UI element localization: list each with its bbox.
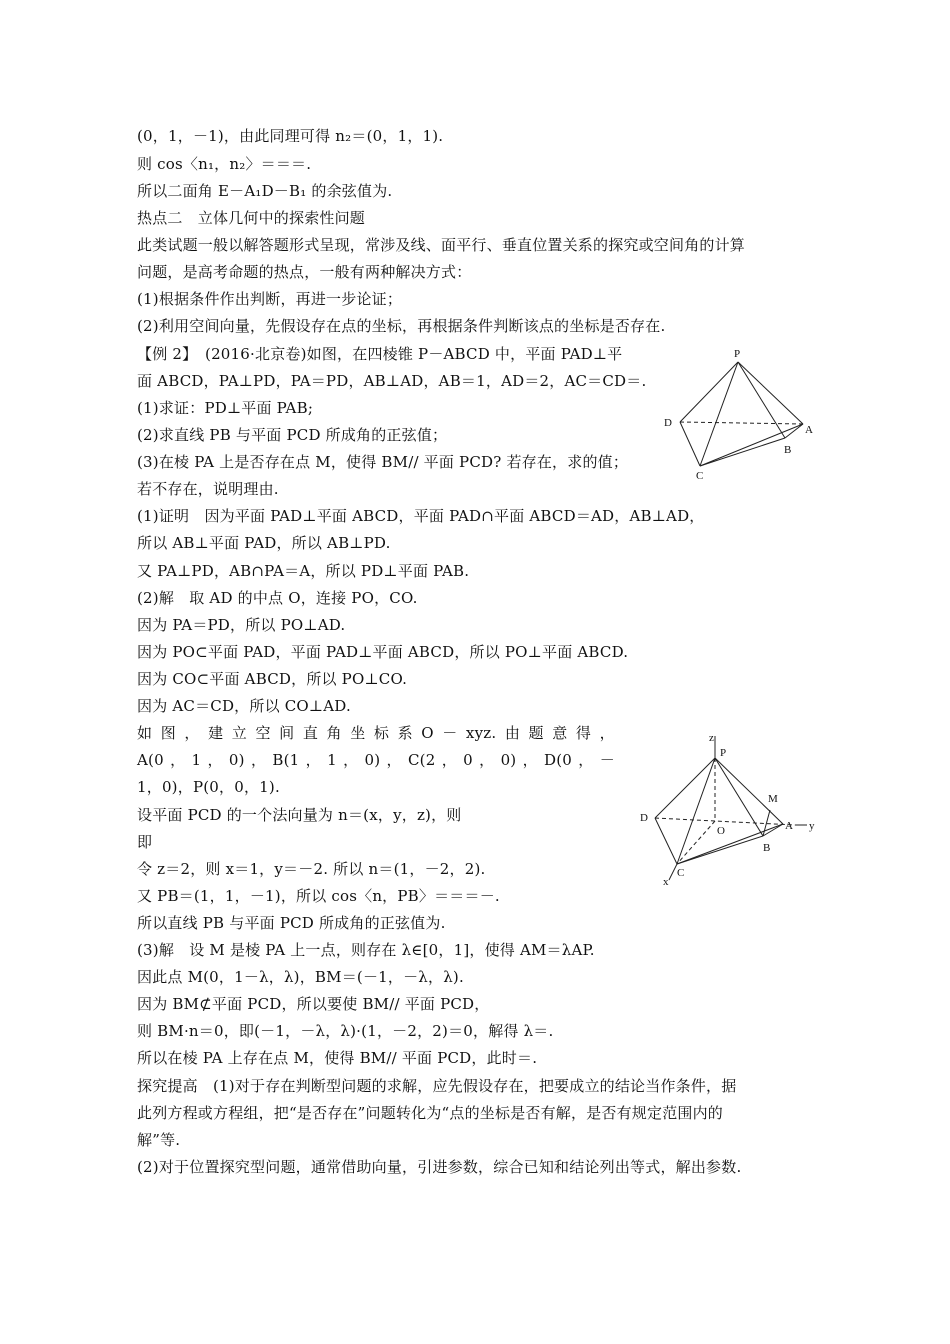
text-line-31: (3)解 设 M 是棱 PA 上一点，则存在 λ∈[0，1]，使得 AM＝λAP.	[137, 941, 595, 959]
text-line-21: 因为 CO⊂平面 ABCD，所以 PO⊥CO.	[137, 670, 408, 688]
text-line-17: 又 PA⊥PD，AB∩PA＝A，所以 PD⊥平面 PAB.	[137, 562, 470, 580]
label-o: O	[717, 825, 725, 837]
text-line-35: 所以在棱 PA 上存在点 M，使得 BM// 平面 PCD，此时＝.	[137, 1049, 538, 1067]
text-line-25: 1，0)，P(0，0，1).	[137, 778, 280, 796]
text-line-37: 此列方程或方程组，把“是否存在”问题转化为“点的坐标是否有解，是否有规定范围内的	[137, 1104, 724, 1122]
axis-x	[669, 864, 677, 880]
text-line-18: (2)解 取 AD 的中点 O，连接 PO，CO.	[137, 589, 418, 607]
label-b: B	[763, 842, 771, 854]
text-line-32: 因此点 M(0，1－λ，λ)，BM＝(－1，－λ，λ).	[137, 968, 464, 986]
text-line-3: 所以二面角 E－A₁D－B₁ 的余弦值为.	[137, 182, 393, 200]
label-a: A	[805, 424, 813, 436]
edge-pc	[677, 758, 715, 864]
text-line-38: 解”等.	[137, 1131, 181, 1149]
text-line-23: 如 图 ， 建 立 空 间 直 角 坐 标 系 O － xyz. 由 题 意 得 ，	[137, 724, 615, 742]
text-line-12: (2)求直线 PB 与平面 PCD 所成角的正弦值；	[137, 426, 448, 444]
label-p: P	[720, 747, 727, 759]
label-c: C	[696, 470, 704, 482]
text-line-15: (1)证明 因为平面 PAD⊥平面 ABCD，平面 PAD∩平面 ABCD＝AD，AB⊥AD，	[137, 507, 705, 525]
edge-dc	[655, 818, 677, 864]
text-line-20: 因为 PO⊂平面 PAD，平面 PAD⊥平面 ABCD，所以 PO⊥平面 ABCD.	[137, 643, 629, 661]
text-line-36: 探究提高 (1)对于存在判断型问题的求解，应先假设存在，把要成立的结论当作条件，据	[137, 1077, 737, 1095]
edge-pd	[655, 758, 715, 818]
text-line-16: 所以 AB⊥平面 PAD，所以 AB⊥PD.	[137, 534, 391, 552]
text-line-28: 令 z＝2，则 x＝1，y＝－2. 所以 n＝(1，－2，2).	[137, 860, 486, 878]
label-a: A	[785, 820, 793, 832]
text-line-19: 因为 PA＝PD，所以 PO⊥AD.	[137, 616, 346, 634]
text-line-24: A(0 ， 1 ， 0) ， B(1 ， 1 ， 0) ， C(2 ， 0 ， 0) ， D(0 ， －	[137, 751, 615, 769]
text-line-10: 面 ABCD，PA⊥PD，PA＝PD，AB⊥AD，AB＝1，AD＝2，AC＝CD＝.	[137, 372, 647, 390]
edge-ba	[785, 424, 803, 438]
text-line-8: (2)利用空间向量，先假设存在点的坐标，再根据条件判断该点的坐标是否存在.	[137, 317, 666, 335]
text-line-26: 设平面 PCD 的一个法向量为 n＝(x，y，z)，则	[137, 806, 462, 824]
text-line-14: 若不存在，说明理由.	[137, 480, 279, 498]
text-line-6: 问题，是高考命题的热点，一般有两种解决方式：	[137, 263, 472, 281]
text-line-2: 则 cos〈n₁，n₂〉＝＝＝.	[137, 155, 312, 173]
text-line-27: 即	[137, 833, 153, 851]
label-y: y	[809, 820, 815, 832]
label-x: x	[663, 876, 669, 888]
example-title: 【例 2】 (2016·北京卷)如图，在四棱锥 P－ABCD 中，平面 PAD⊥平	[137, 345, 623, 363]
label-p: P	[734, 348, 741, 360]
edge-pd	[680, 362, 738, 422]
edge-cb	[700, 438, 785, 466]
text-line-33: 因为 BM⊄平面 PCD，所以要使 BM// 平面 PCD，	[137, 995, 490, 1013]
text-line-39: (2)对于位置探究型问题，通常借助向量，引进参数，综合已知和结论列出等式，解出参数.	[137, 1158, 742, 1176]
label-z: z	[709, 732, 714, 744]
edge-pc	[700, 362, 738, 466]
label-d: D	[664, 417, 672, 429]
label-c: C	[677, 867, 685, 879]
hidden-line-dy	[655, 818, 795, 825]
text-line-7: (1)根据条件作出判断，再进一步论证；	[137, 290, 403, 308]
section-heading: 热点二 立体几何中的探索性问题	[137, 209, 366, 227]
label-m: M	[768, 793, 778, 805]
pyramid-coordinate-figure	[635, 728, 825, 888]
text-line-5: 此类试题一般以解答题形式呈现，常涉及线、面平行、垂直位置关系的探究或空间角的计算	[137, 236, 746, 254]
text-line-13: (3)在棱 PA 上是否存在点 M，使得 BM// 平面 PCD? 若存在，求的值；	[137, 453, 629, 471]
text-line-22: 因为 AC＝CD，所以 CO⊥AD.	[137, 697, 351, 715]
text-line-11: (1)求证：PD⊥平面 PAB;	[137, 399, 314, 417]
text-line-34: 则 BM·n＝0，即(－1，－λ，λ)·(1，－2，2)＝0，解得 λ＝.	[137, 1022, 554, 1040]
label-b: B	[784, 444, 792, 456]
text-line-1: (0，1，－1)，由此同理可得 n₂＝(0，1，1).	[137, 127, 444, 145]
label-d: D	[640, 812, 648, 824]
edge-dc	[680, 422, 700, 466]
pyramid-figure-1	[655, 340, 835, 490]
hidden-edge-da	[680, 422, 803, 424]
text-line-30: 所以直线 PB 与平面 PCD 所成角的正弦值为.	[137, 914, 446, 932]
text-line-29: 又 PB＝(1，1，－1)，所以 cos〈n，PB〉＝＝＝－.	[137, 887, 500, 905]
